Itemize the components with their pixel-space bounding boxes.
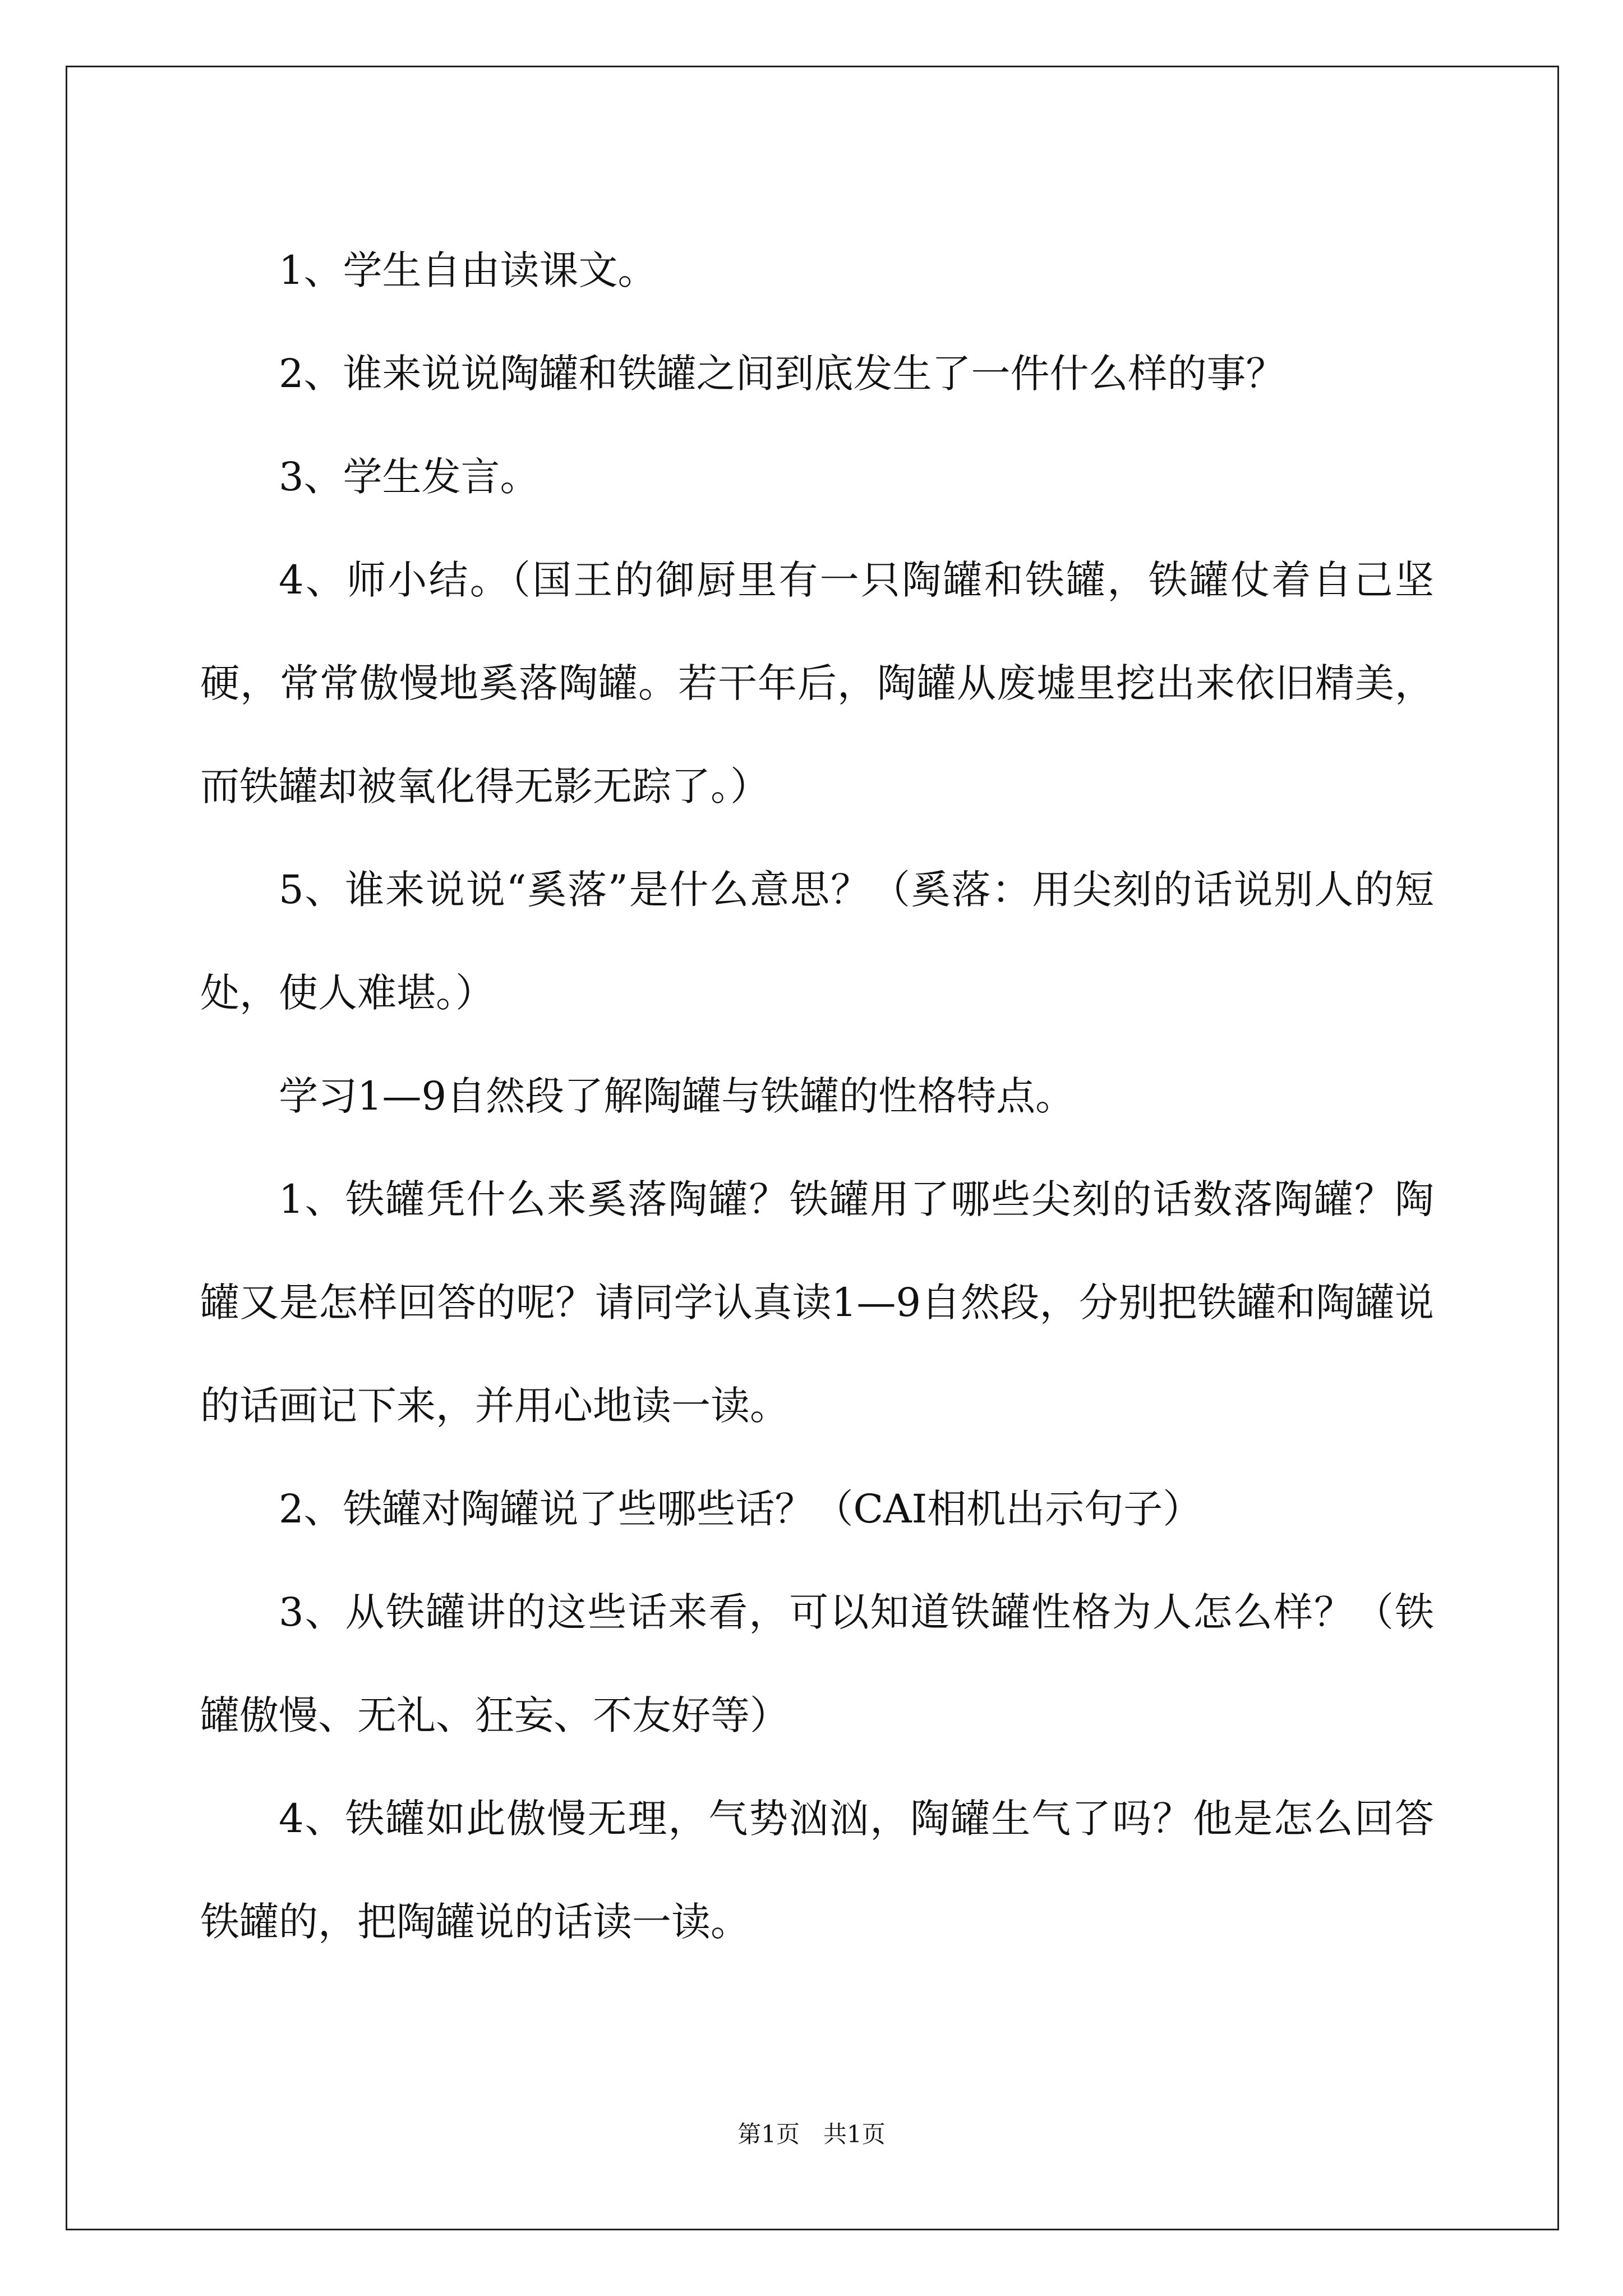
paragraph-5: 5、谁来说说“奚落”是什么意思？（奚落：用尖刻的话说别人的短处，使人难堪。） (200, 867, 1434, 1016)
page-number-footer: 第1页 共1页 (737, 2120, 886, 2148)
paragraph-2: 2、谁来说说陶罐和铁罐之间到底发生了一件什么样的事？ (279, 351, 1285, 397)
paragraph-10: 4、铁罐如此傲慢无理，气势汹汹，陶罐生气了吗？他是怎么回答铁罐的，把陶罐说的话读一读。 (200, 1796, 1434, 1945)
paragraph-3: 3、学生发言。 (279, 454, 540, 500)
document-body (200, 219, 1434, 1973)
paragraph-6: 学习1—9自然段了解陶罐与铁罐的性格特点。 (279, 1073, 1075, 1119)
paragraph-9: 3、从铁罐讲的这些话来看，可以知道铁罐性格为人怎么样？（铁罐傲慢、无礼、狂妄、不友好等） (200, 1589, 1434, 1738)
paragraph-4: 4、师小结。（国王的御厨里有一只陶罐和铁罐，铁罐仗着自己坚硬，常常傲慢地奚落陶罐。若干年后，陶罐从废墟里挖出来依旧精美，而铁罐却被氧化得无影无踪了。） (200, 557, 1434, 809)
paragraph-1: 1、学生自由读课文。 (279, 247, 657, 293)
paragraph-7: 1、铁罐凭什么来奚落陶罐？铁罐用了哪些尖刻的话数落陶罐？陶罐又是怎样回答的呢？请同学认真读1—9自然段，分别把铁罐和陶罐说的话画记下来，并用心地读一读。 (200, 1176, 1434, 1429)
paragraph-8: 2、铁罐对陶罐说了些哪些话？（CAI相机出示句子） (279, 1486, 1202, 1532)
